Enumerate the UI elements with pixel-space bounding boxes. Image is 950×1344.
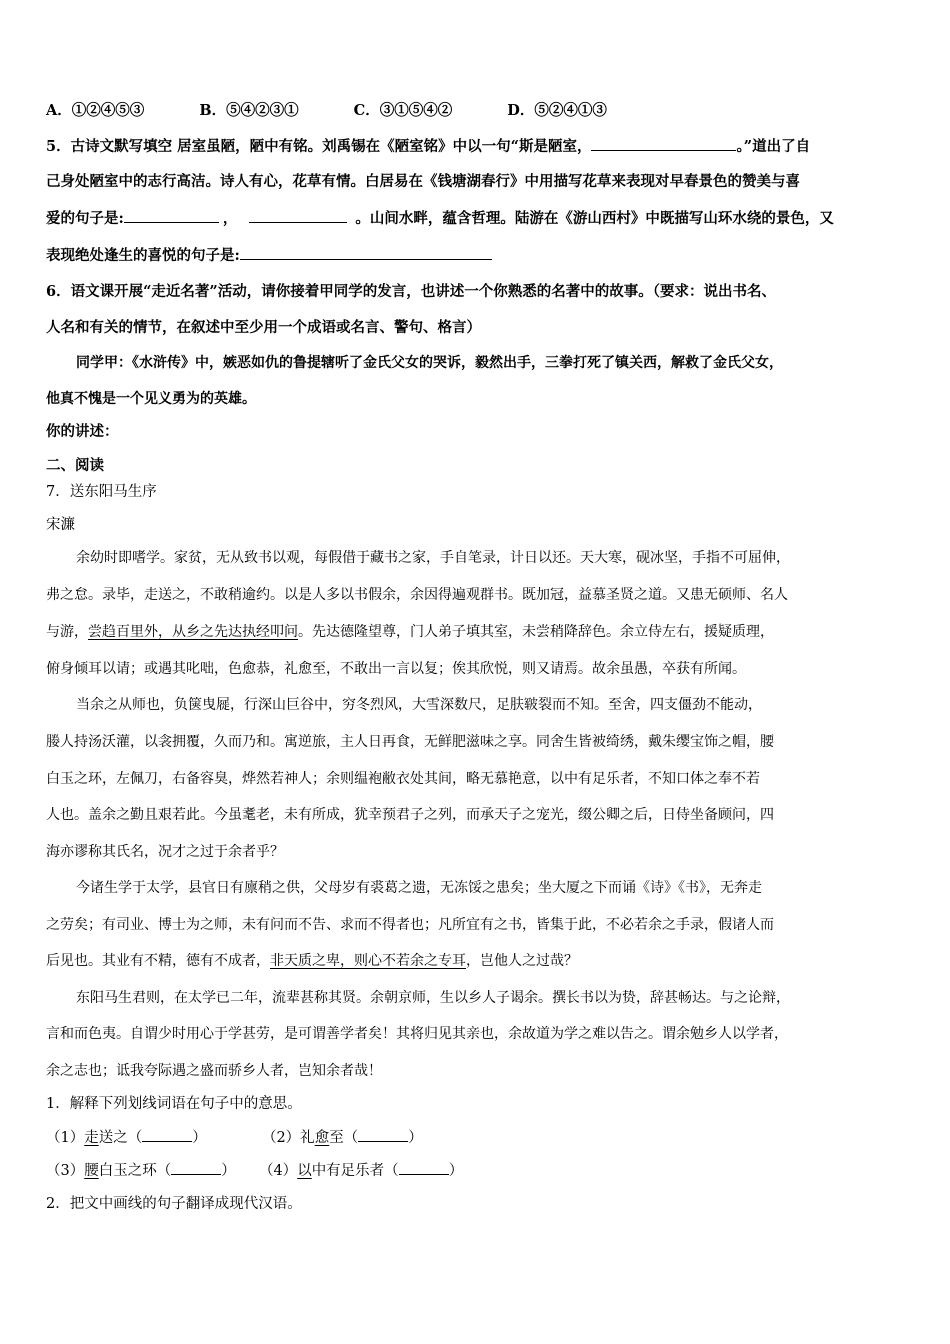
section-heading: 二、阅读	[46, 457, 104, 474]
sub1-item-4: （4）以中有足乐者（ ）	[259, 1163, 463, 1179]
sub1-blank-2[interactable]	[358, 1126, 408, 1142]
underlined-sentence-2: 非天质之卑，则心不若余之专耳	[270, 953, 466, 969]
p4-line-1: 东阳马生君则，在太学已二年，流辈甚称其贤。余朝京师，生以乡人子谒余。撰长书以为贽，辞甚畅达。与之论辩，	[76, 990, 790, 1006]
sub1-item-3: （3）腰白玉之环（ ）	[46, 1163, 236, 1179]
q6-prompt: 你的讲述：	[46, 423, 119, 440]
q5-blank-4[interactable]	[240, 244, 492, 260]
sub1-item-2: （2）礼愈至（ ）	[262, 1130, 423, 1146]
q5-line-1: 5．古诗文默写填空 居室虽陋，陋中有铭。刘禹锡在《陋室铭》中以一句“斯是陋室， 。”道出了自	[46, 135, 810, 158]
passage-title: 7．送东阳马生序	[46, 484, 157, 500]
option-d: D．⑤②④①③	[507, 102, 607, 119]
p2-line-2: 媵人持汤沃灌，以衾拥覆，久而乃和。寓逆旅，主人日再食，无鲜肥滋味之享。同舍生皆被绮绣，戴朱缨宝饰之帽，腰	[46, 734, 774, 750]
p3-line-2: 之劳矣；有司业、博士为之师，未有问而不告、求而不得者也；凡所宜有之书，皆集于此，不必若余之手录，假诸人而	[46, 917, 774, 933]
sub1-blank-1[interactable]	[142, 1126, 192, 1142]
p4-line-2: 言和而色夷。自谓少时用心于学甚劳，是可谓善学者矣！其将归见其亲也，余故道为学之难以告之。谓余勉乡人以学者，	[46, 1026, 788, 1042]
passage-author: 宋濂	[46, 517, 75, 533]
option-a: A．①②④⑤③	[46, 102, 145, 119]
sub1-blank-4[interactable]	[399, 1159, 449, 1175]
q5-blank-1[interactable]	[591, 135, 736, 151]
answer-options	[46, 100, 607, 122]
sub1-row-1	[46, 1126, 423, 1149]
q5-blank-3[interactable]	[249, 207, 347, 223]
p1-line-1: 余幼时即嗜学。家贫，无从致书以观，每假借于藏书之家，手自笔录，计日以还。天大寒，砚冰坚，手指不可屈伸，	[76, 550, 790, 566]
sub1-blank-3[interactable]	[171, 1159, 221, 1175]
q5-line-2: 己身处陋室中的志行高洁。诗人有心，花草有情。白居易在《钱塘湖春行》中用描写花草来表现对早春景色的赞美与喜	[46, 173, 800, 190]
q6-speech-2: 他真不愧是一个见义勇为的英雄。	[46, 391, 256, 407]
sub1-item-1: （1）走送之（ ）	[46, 1130, 207, 1146]
p1-line-2: 弗之怠。录毕，走送之，不敢稍逾约。以是人多以书假余，余因得遍观群书。既加冠，益慕圣贤之道。又患无硕师、名人	[46, 587, 788, 603]
q5-line-3: 爱的句子是: ， 。山间水畔，蕴含哲理。陆游在《游山西村》中既描写山环水绕的景色，又	[46, 207, 834, 230]
p3-line-3: 后见也。其业有不精，德有不成者，非天质之卑，则心不若余之专耳，岂他人之过哉？	[46, 953, 578, 969]
q6-line-2: 人名和有关的情节，在叙述中至少用一个成语或名言、警句、格言）	[46, 319, 481, 336]
p1-line-3: 与游，尝趋百里外，从乡之先达执经叩问。先达德隆望尊，门人弟子填其室，未尝稍降辞色。余立侍左右，援疑质理，	[46, 624, 774, 640]
p2-line-5: 海亦谬称其氏名，况才之过于余者乎？	[46, 844, 284, 860]
sub-question-2: 2．把文中画线的句子翻译成现代汉语。	[46, 1196, 302, 1212]
p2-line-4: 人也。盖余之勤且艰若此。今虽耄老，未有所成，犹幸预君子之列，而承天子之宠光，缀公卿之后，日侍坐备顾问，四	[46, 807, 774, 823]
q6-speech-1: 同学甲：《水浒传》中，嫉恶如仇的鲁提辖听了金氏父女的哭诉，毅然出手，三拳打死了镇关西，解救了金氏父女，	[76, 355, 783, 371]
sub-question-1: 1．解释下列划线词语在句子中的意思。	[46, 1096, 302, 1112]
underlined-sentence-1: 尝趋百里外，从乡之先达执经叩问	[88, 624, 298, 640]
p4-line-3: 余之志也；诋我夸际遇之盛而骄乡人者，岂知余者哉！	[46, 1063, 382, 1079]
p2-line-3: 白玉之环，左佩刀，右备容臭，烨然若神人；余则缊袍敝衣处其间，略无慕艳意，以中有足乐者，不知口体之奉不若	[46, 771, 760, 787]
option-c: C．③①⑤④②	[353, 102, 453, 119]
q5-blank-2[interactable]	[124, 207, 219, 223]
p3-line-1: 今诸生学于太学，县官日有廪稍之供，父母岁有裘葛之遗，无冻馁之患矣；坐大厦之下而诵《诗》《书》，无奔走	[76, 880, 762, 896]
p2-line-1: 当余之从师也，负箧曳屣，行深山巨谷中，穷冬烈风，大雪深数尺，足肤皲裂而不知。至舍，四支僵劲不能动，	[76, 697, 762, 713]
q6-line-1: 6．语文课开展“走近名著”活动，请你接着甲同学的发言，也讲述一个你熟悉的名著中的故事。（要求：说出书名、	[46, 283, 777, 300]
q5-line-4: 表现绝处逢生的喜悦的句子是:	[46, 244, 492, 267]
option-b: B．⑤④②③①	[199, 102, 299, 119]
sub1-row-2	[46, 1159, 463, 1182]
p1-line-4: 俯身倾耳以请；或遇其叱咄，色愈恭，礼愈至，不敢出一言以复；俟其欣悦，则又请焉。故余虽愚，卒获有所闻。	[46, 661, 746, 677]
